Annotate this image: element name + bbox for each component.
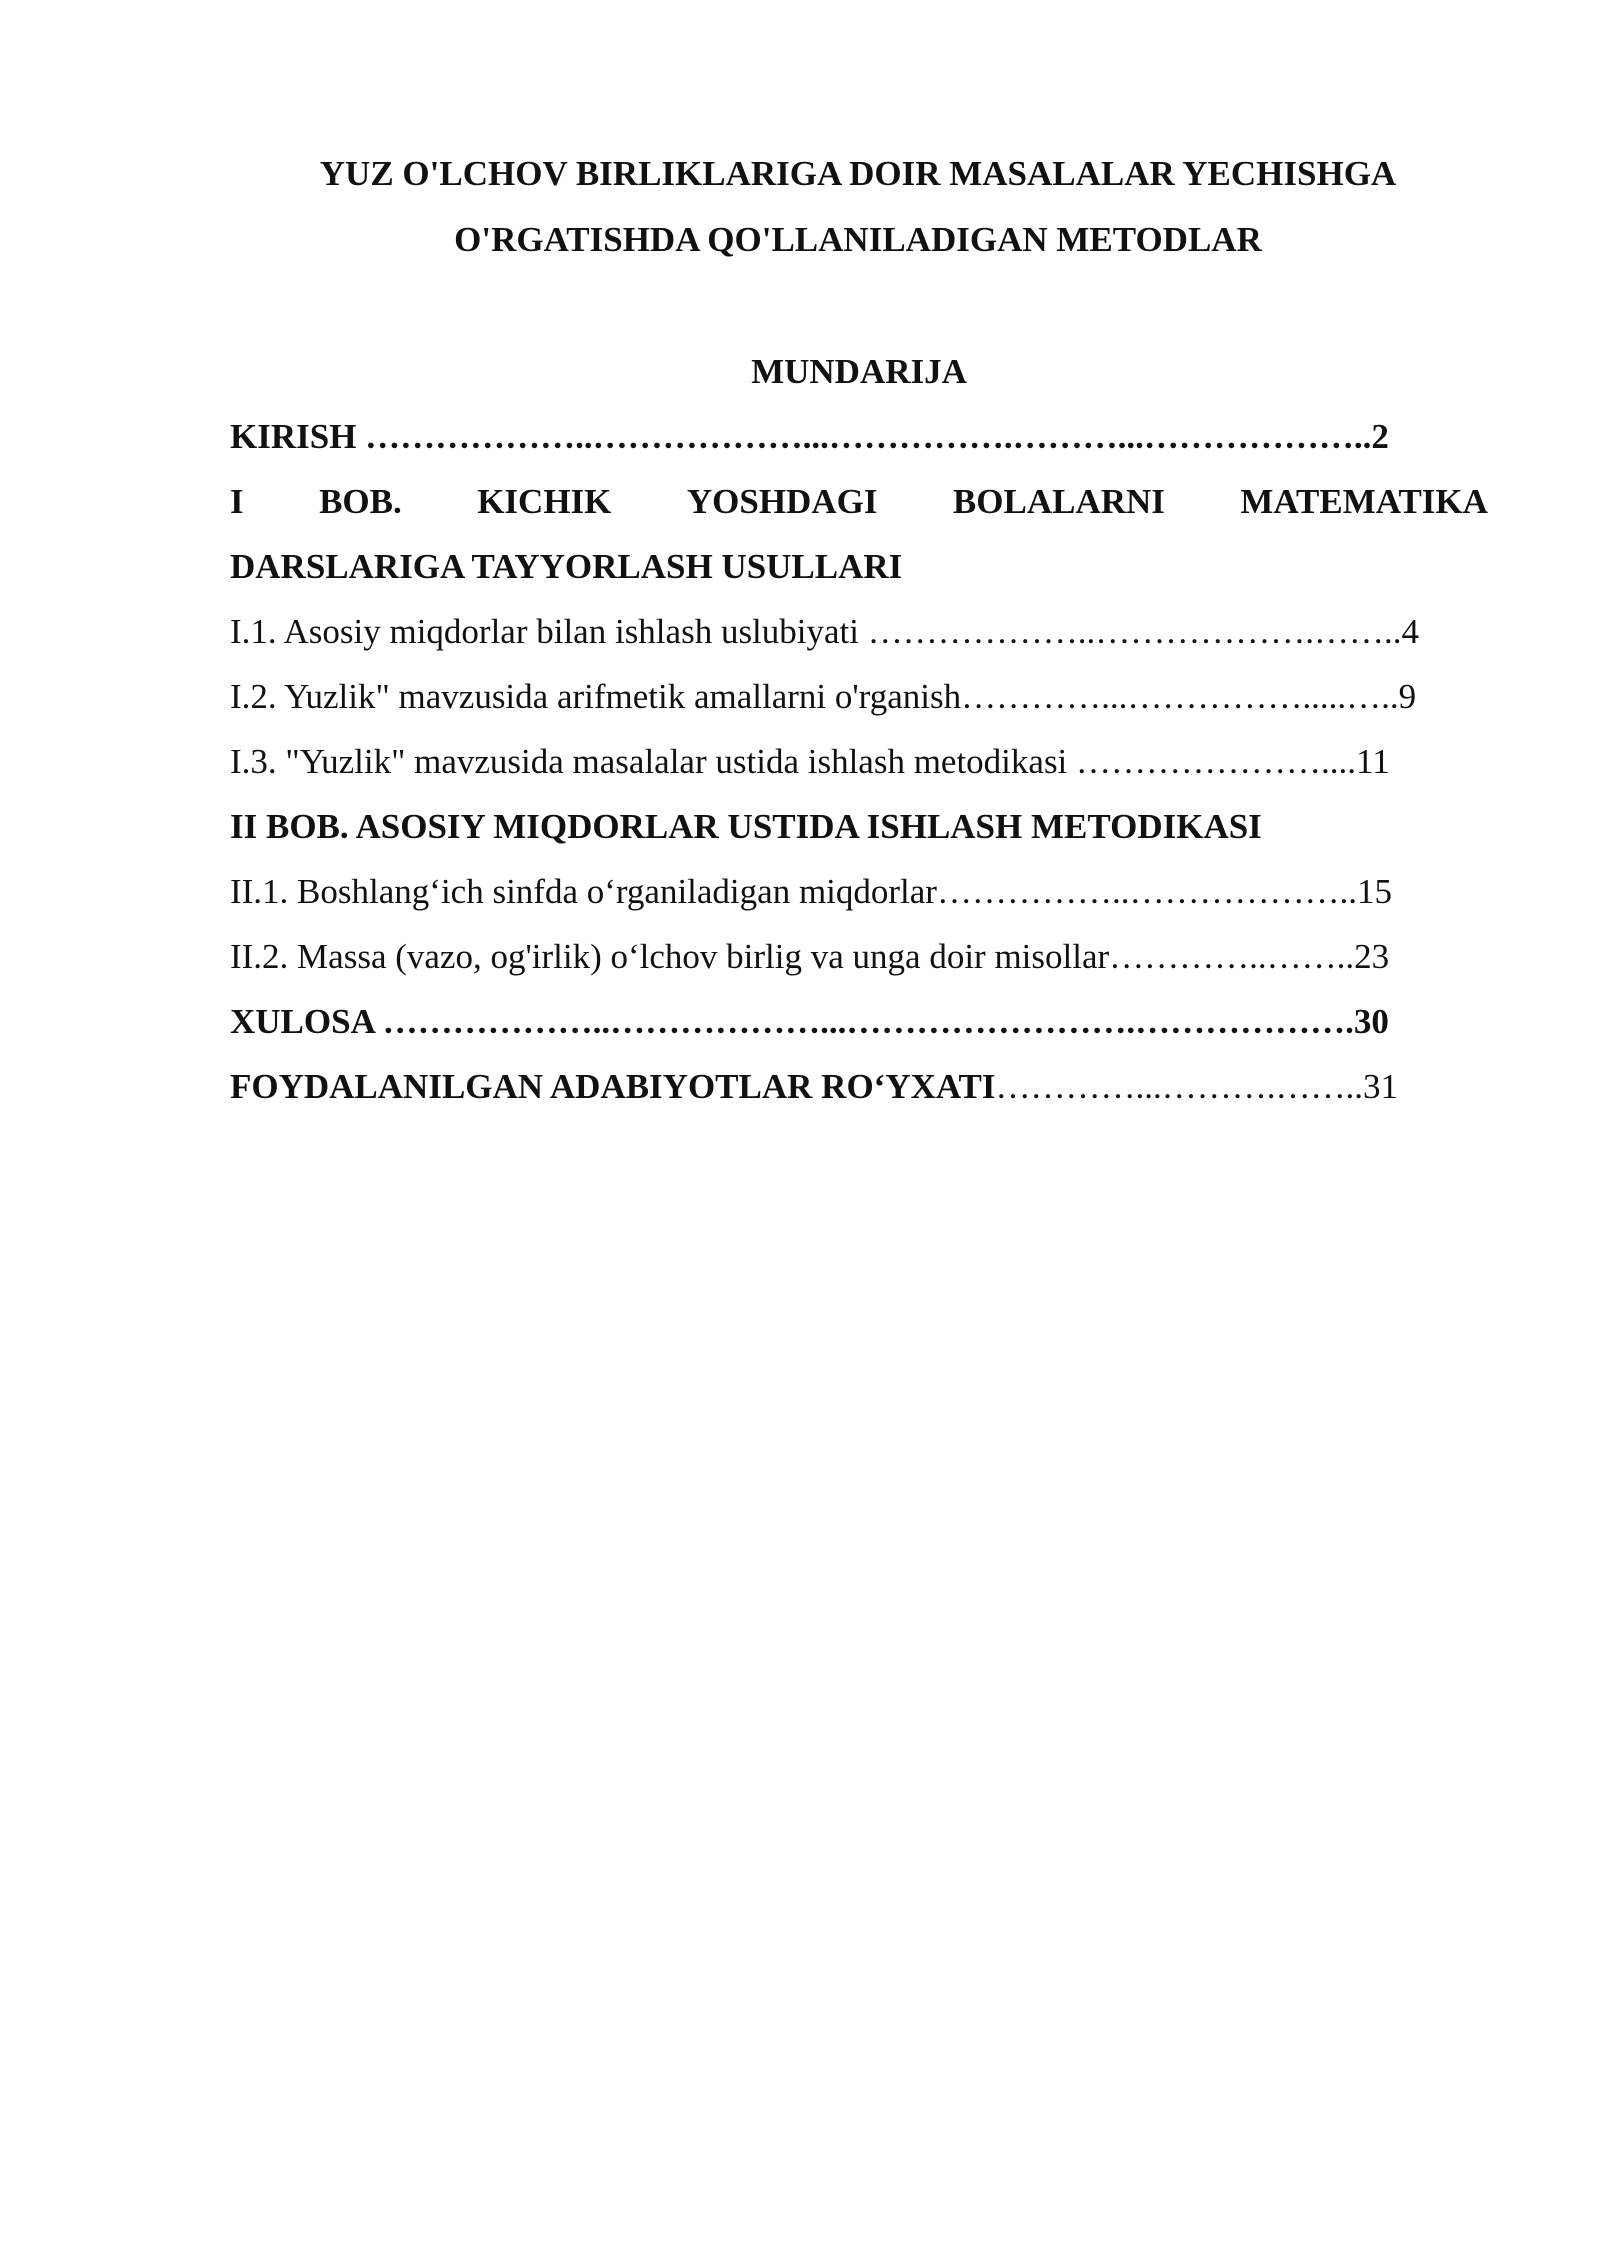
document-title-line-1: YUZ O'LCHOV BIRLIKLARIGA DOIR MASALALAR YECHISHGA — [319, 154, 1397, 193]
toc-entry-kirish-text: KIRISH ………………..………………...…………….………...………………..2 — [230, 417, 1389, 456]
toc-entry-xulosa-text: XULOSA ………………..………………...…………………….……………….30 — [230, 1002, 1389, 1041]
toc-entry-bob1-line2: DARSLARIGA TAYYORLASH USULLARI — [230, 547, 903, 586]
toc-entry-adabiyotlar-leader: …………...……….……..31 — [995, 1067, 1399, 1106]
toc-bob1-word: MATEMATIKA — [1240, 482, 1488, 521]
toc-entry-xulosa — [230, 1000, 1488, 1044]
toc-entry-adabiyotlar — [230, 1065, 1488, 1109]
toc-entry-section-1-1: I.1. Asosiy miqdorlar bilan ishlash uslubiyati ………………..……………….……..4 — [230, 612, 1419, 651]
toc-entry-section-1-3: I.3. "Yuzlik" mavzusida masalalar ustida ishlash metodikasi …………………....11 — [230, 742, 1390, 781]
toc-heading: MUNDARIJA — [751, 352, 967, 391]
toc-bob1-word: BOLALARNI — [952, 482, 1165, 521]
toc-bob1-word: I — [230, 482, 244, 521]
toc-entry-section-2-2: II.2. Massa (vazo, og'irlik) o‘lchov birlig va unga doir misollar…………..……..23 — [230, 937, 1390, 976]
toc-entry-kirish — [230, 415, 1488, 459]
toc-bob1-word: YOSHDAGI — [686, 482, 878, 521]
toc-entry-bob2: II BOB. ASOSIY MIQDORLAR USTIDA ISHLASH METODIKASI — [230, 807, 1262, 846]
toc-entry-bob1-line1 — [230, 480, 1488, 524]
toc-entry-section-2-1: II.1. Boshlang‘ich sinfda o‘rganiladigan miqdorlar……………..………………..15 — [230, 872, 1392, 911]
toc-entry-adabiyotlar-label: FOYDALANILGAN ADABIYOTLAR RO‘YXATI — [230, 1067, 996, 1106]
document-title-line-2: O'RGATISHDA QO'LLANILADIGAN METODLAR — [454, 220, 1262, 259]
toc-bob1-word: BOB. — [319, 482, 402, 521]
toc-bob1-word: KICHIK — [477, 482, 612, 521]
toc-entry-section-1-2: I.2. Yuzlik" mavzusida arifmetik amallarni o'rganish…………...…………….....…..9 — [230, 677, 1417, 716]
